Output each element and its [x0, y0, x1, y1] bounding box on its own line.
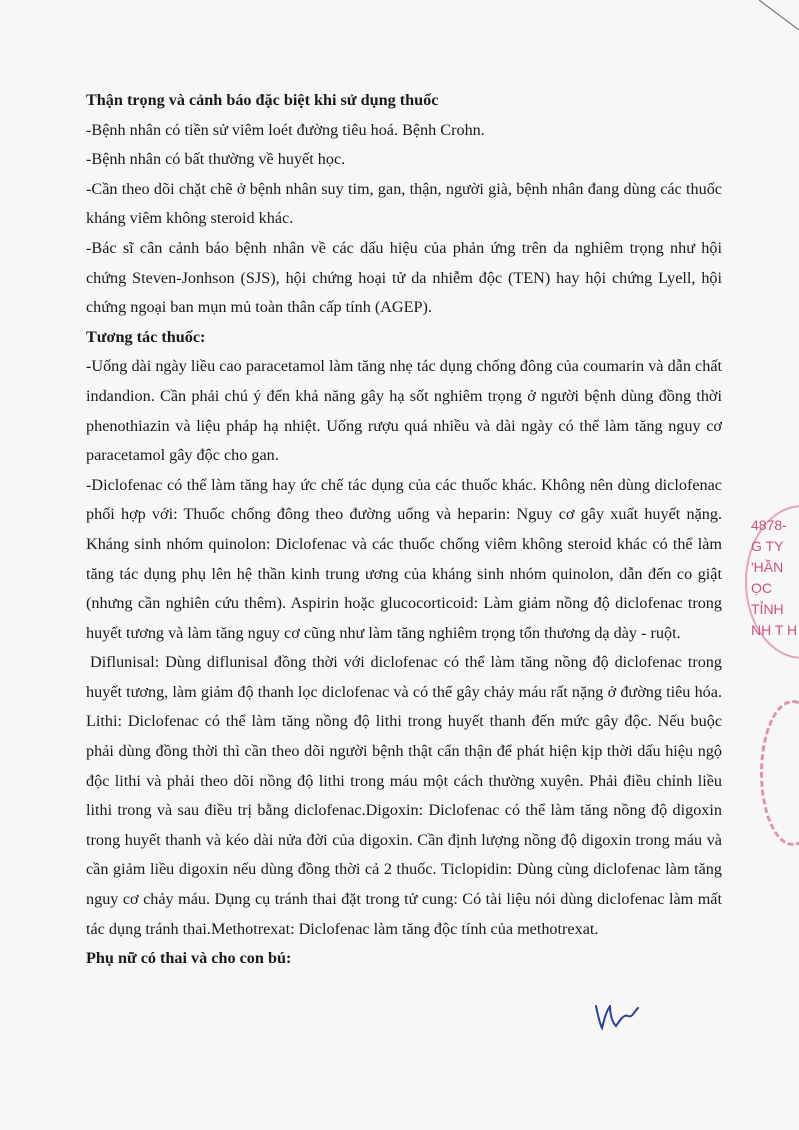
stamp-line: 4878- [751, 517, 787, 533]
interaction-paragraph: Diflunisal: Dùng diflunisal đồng thời với diclofenac có thể làm tăng nồng độ diclofenac trong huyết tương, làm giảm độ thanh lọc diclofenac và có thể gây chảy máu rất nặng ở đường tiêu hóa. Lithi: Diclofenac có thể làm tăng nồng độ lithi trong huyết thanh đến mức gây độc. Nếu buộc phải dùng đồng thời thì cần theo dõi người bệnh thật cẩn thận để phát hiện kịp thời dấu hiệu ngộ độc lithi và phải theo dõi nồng độ lithi trong máu một cách thường xuyên. Phải điều chỉnh liều lithi trong và sau điều trị bằng diclofenac.Digoxin: Diclofenac có thể làm tăng nồng độ digoxin trong huyết thanh và kéo dài nửa đời của digoxin. Cần định lượng nồng độ digoxin trong máu và cần giảm liều digoxin nếu dùng đồng thời cả 2 thuốc. Ticlopidin: Dùng cùng diclofenac làm tăng nguy cơ chảy máu. Dụng cụ tránh thai đặt trong tử cung: Có tài liệu nói dùng diclofenac làm mất tác dụng tránh thai.Methotrexat: Diclofenac làm tăng độc tính của methotrexat. [86, 653, 722, 938]
stamp-line: ỌC [751, 580, 772, 596]
section-heading-interactions: Tương tác thuốc: [86, 327, 206, 346]
stamp-line: G TY [751, 538, 784, 554]
precaution-item: -Bệnh nhân có bất thường về huyết học. [86, 150, 346, 169]
handwritten-initials [592, 1000, 642, 1032]
stamp-partial [760, 700, 799, 846]
page-corner-fold [759, 0, 799, 30]
precaution-item: -Bệnh nhân có tiền sử viêm loét đường tiêu hoá. Bệnh Crohn. [86, 120, 485, 139]
interaction-paragraph: -Uống dài ngày liều cao paracetamol làm tăng nhẹ tác dụng chống đông của coumarin và dẫn chất indandion. Cần phải chú ý đến khả năng gây hạ sốt nghiêm trọng ở người bệnh dùng đồng thời phenothiazin và liệu pháp hạ nhiệt. Uống rượu quá nhiều và dài ngày có thể làm tăng nguy cơ paracetamol gây độc cho gan. [86, 357, 722, 465]
stamp-text [751, 515, 797, 641]
stamp-line: NH T H [751, 622, 798, 638]
company-stamp [745, 505, 799, 650]
precaution-item: -Cần theo dõi chặt chẽ ở bệnh nhân suy tim, gan, thận, người già, bệnh nhân đang dùng các thuốc kháng viêm không steroid khác. [86, 179, 722, 228]
stamp-line: TỈNH [751, 601, 784, 617]
section-heading-pregnancy: Phụ nữ có thai và cho con bú: [86, 949, 292, 968]
stamp-line: 'HẦN [751, 559, 784, 575]
precaution-item: -Bác sĩ cân cảnh báo bệnh nhân về các dấu hiệu của phản ứng trên da nghiêm trọng như hội chứng Steven-Jonhson (SJS), hội chứng hoại tử da nhiễm độc (TEN) hay hội chứng Lyell, hội chứng ngoại ban mụn mủ toàn thân cấp tính (AGEP). [86, 238, 722, 317]
document-body [86, 86, 722, 974]
section-heading-precautions: Thận trọng và cảnh báo đặc biệt khi sử dụng thuốc [86, 91, 439, 109]
interaction-paragraph: -Diclofenac có thể làm tăng hay ức chế tác dụng của các thuốc khác. Không nên dùng diclofenac phối hợp với: Thuốc chống đông theo đường uống và heparin: Nguy cơ gây xuất huyết nặng. Kháng sinh nhóm quinolon: Diclofenac và các thuốc chống viêm không steroid khác có thể làm tăng tác dụng phụ lên hệ thần kinh trung ương của kháng sinh nhóm quinolon, dẫn đến co giật (nhưng cần nghiên cứu thêm). Aspirin hoặc glucocorticoid: Làm giảm nồng độ diclofenac trong huyết tương và làm tăng nguy cơ cũng như làm tăng nghiêm trọng tổn thương dạ dày - ruột. [86, 475, 722, 642]
